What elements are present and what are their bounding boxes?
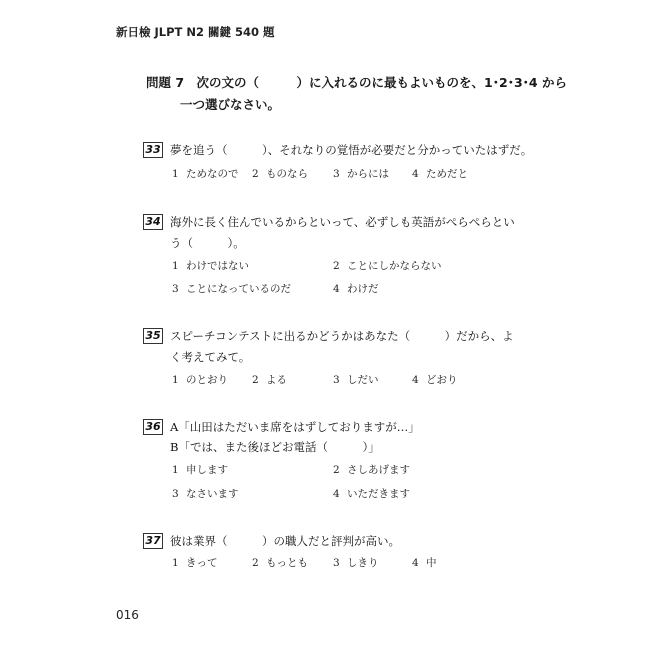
- q37-option-3: [333, 555, 379, 570]
- q35-option-4: [412, 372, 458, 387]
- option-text: ことにしかならない: [347, 260, 442, 272]
- q36-option-1: [172, 462, 228, 477]
- option-text: 申します: [186, 464, 228, 476]
- option-text: もっとも: [266, 557, 308, 569]
- option-number: 4: [412, 168, 419, 180]
- q33-option-1: [172, 166, 239, 181]
- question-37-text: 彼は業界（ ）の職人だと評判が高い。: [170, 534, 400, 548]
- option-text: からには: [347, 168, 389, 180]
- question-number-37: 37: [143, 533, 163, 549]
- option-text: ためだと: [426, 168, 468, 180]
- option-number: 3: [333, 374, 340, 386]
- option-number: 3: [333, 168, 340, 180]
- option-text: わけだ: [347, 283, 379, 295]
- q36-option-2: [333, 462, 410, 477]
- q37-option-1: [172, 555, 218, 570]
- option-number: 2: [252, 557, 259, 569]
- q33-option-2: [252, 166, 308, 181]
- option-number: 3: [172, 488, 179, 500]
- option-text: ためなので: [186, 168, 239, 180]
- option-text: ことになっているのだ: [186, 283, 291, 295]
- q36-option-4: [333, 486, 410, 501]
- option-number: 2: [333, 260, 340, 272]
- option-number: 1: [172, 374, 179, 386]
- instruction-line-2: 一つ選びなさい。: [180, 97, 281, 112]
- q34-option-2: [333, 258, 442, 273]
- q33-option-3: [333, 166, 389, 181]
- option-text: きって: [186, 557, 218, 569]
- option-number: 2: [252, 168, 259, 180]
- question-34-text-line-1: 海外に長く住んでいるからといって、必ずしも英語がぺらぺらとい: [170, 215, 515, 229]
- option-number: 1: [172, 168, 179, 180]
- option-text: どおり: [426, 374, 458, 386]
- option-number: 1: [172, 557, 179, 569]
- question-36-text-line-1: A「山田はただいま席をはずしておりますが…」: [170, 420, 420, 434]
- q35-option-2: [252, 372, 287, 387]
- book-header-title: 新日檢 JLPT N2 關鍵 540 題: [116, 25, 275, 39]
- q34-option-1: [172, 258, 249, 273]
- option-text: なさいます: [186, 488, 239, 500]
- option-number: 3: [172, 283, 179, 295]
- q34-option-4: [333, 281, 379, 296]
- option-number: 1: [172, 464, 179, 476]
- question-number-36: 36: [143, 419, 163, 435]
- option-number: 4: [333, 488, 340, 500]
- option-text: しきり: [347, 557, 379, 569]
- question-number-35: 35: [143, 328, 163, 344]
- option-number: 3: [333, 557, 340, 569]
- question-34-text-line-2: う（ ）。: [170, 236, 245, 250]
- option-text: 中: [426, 557, 437, 569]
- option-number: 4: [333, 283, 340, 295]
- instruction-line-1: 問題 7 次の文の（ ）に入れるのに最もよいものを、1･2･3･4 から: [146, 75, 567, 90]
- option-text: よる: [266, 374, 287, 386]
- option-number: 2: [333, 464, 340, 476]
- option-text: のとおり: [186, 374, 228, 386]
- option-number: 4: [412, 374, 419, 386]
- option-number: 2: [252, 374, 259, 386]
- option-number: 4: [412, 557, 419, 569]
- q35-option-1: [172, 372, 228, 387]
- question-36-text-line-2: B「では、また後ほどお電話（ ）」: [170, 440, 380, 454]
- question-35-text-line-2: く考えてみて。: [170, 350, 251, 364]
- q36-option-3: [172, 486, 239, 501]
- q35-option-3: [333, 372, 379, 387]
- page-number: 016: [116, 608, 139, 622]
- option-text: わけではない: [186, 260, 249, 272]
- q37-option-4: [412, 555, 437, 570]
- option-text: さしあげます: [347, 464, 410, 476]
- q37-option-2: [252, 555, 308, 570]
- option-text: ものなら: [266, 168, 308, 180]
- question-number-34: 34: [143, 214, 163, 230]
- option-text: しだい: [347, 374, 379, 386]
- question-33-text: 夢を追う（ ）、それなりの覚悟が必要だと分かっていたはずだ。: [170, 143, 533, 157]
- q34-option-3: [172, 281, 291, 296]
- question-number-33: 33: [143, 142, 163, 158]
- question-35-text-line-1: スピーチコンテストに出るかどうかはあなた（ ）だから、よ: [170, 329, 514, 343]
- q33-option-4: [412, 166, 468, 181]
- option-number: 1: [172, 260, 179, 272]
- option-text: いただきます: [347, 488, 410, 500]
